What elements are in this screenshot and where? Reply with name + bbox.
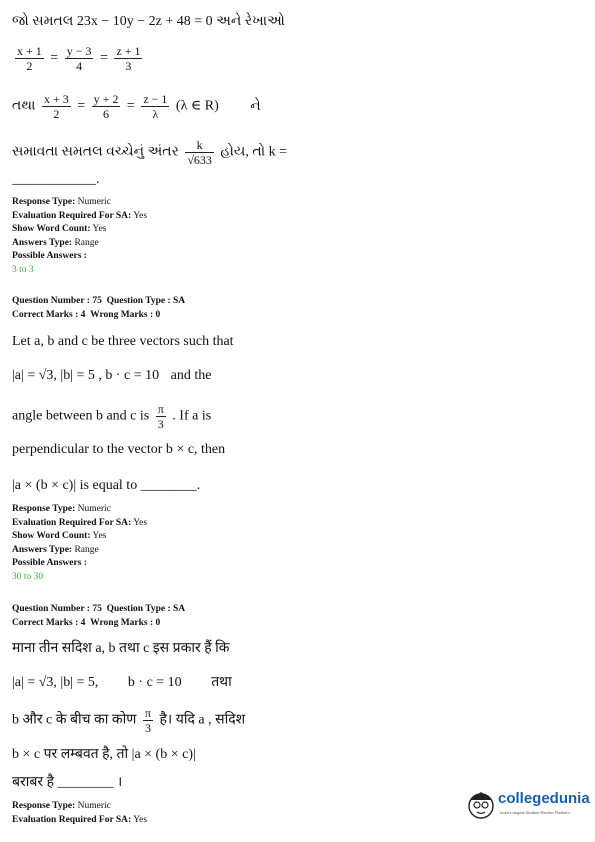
answers-type-value: Range [74,237,99,248]
question-number-label: Question Number : [12,604,90,614]
q2-line-5-blank: ________. [140,478,201,493]
line1-equation: $\frac{x + 1}{2}$ = $\frac{y - 3}{4}$ = $\frac{z + 1}{3}$ [17,44,141,73]
q3-line-2b: b · c = 10 [127,675,182,690]
frac-den: 6 [103,107,110,121]
q2-line-5b: is equal to [79,478,138,493]
correct-marks: 4 [80,617,86,628]
correct-marks: 4 [80,309,86,320]
answers-type-value: Range [74,544,99,555]
frac-num: z − 1 [143,92,168,106]
response-type-value: Numeric [77,197,111,207]
correct-marks-label: Correct Marks : [12,617,79,628]
frac-num: y − 3 [66,44,92,58]
meta-block-2 [12,503,147,584]
question-number: 75 [92,604,102,614]
logo-name: collegedunia [498,790,590,807]
response-type-value: Numeric [77,504,111,514]
frac-num: x + 1 [17,44,42,58]
possible-answers-label: Possible Answers : [12,251,87,261]
intro-suffix: અને રેખાઓ [216,14,285,29]
correct-marks-label: Correct Marks : [12,309,79,320]
word-count-label: Show Word Count: [12,531,91,541]
mascot-icon [466,788,496,822]
question-number: 75 [92,296,102,306]
frac-den: 3 [144,721,151,735]
possible-answers-label: Possible Answers : [12,558,87,568]
response-type-label: Response Type: [12,504,76,514]
evaluation-value: Yes [133,517,148,528]
frac-num: x + 3 [43,92,69,106]
answer-blank: ____________. [12,172,100,187]
frac-den: 4 [76,59,83,73]
q3-line-2c: तथा [211,675,232,690]
question-number-label: Question Number : [12,296,90,306]
answers-type-label: Answers Type: [12,237,73,248]
q2-line-3b: . If a is [172,408,212,424]
frac-den: 2 [26,59,33,73]
question-type: SA [173,296,186,306]
evaluation-label: Evaluation Required For SA: [12,814,132,825]
ne-word: ને [250,98,261,114]
q3-line-2a: |a| = √3, |b| = 5, [12,675,99,690]
question-type-label: Question Type : [106,296,171,306]
wrong-marks: 0 [155,309,161,320]
q3-line-1: माना तीन सदिश a, b तथा c इस प्रकार हैं कि [12,641,230,656]
distance-prefix: સમાવતા સમતલ વચ્ચેનું અંતર [12,144,179,160]
question-header-2 [12,295,185,322]
and-word: તથા [12,98,36,114]
q2-line-3a: angle between b and c is [12,408,150,424]
q3-line-5 [12,772,122,791]
q2-line-2a: |a| = √3, |b| = 5 , b · c = 10 [12,368,160,383]
distance-line [12,138,287,167]
q2-line-5a: |a × (b × c)| [12,478,77,493]
frac-den: 3 [125,59,132,73]
q3-line-3b: है। यदि a , सदिश [159,712,246,728]
q2-line-2 [12,368,212,384]
frac-num: y + 2 [93,92,119,106]
q3-line-3 [12,706,245,735]
meta-block-3 [12,800,147,827]
question-type-label: Question Type : [106,604,171,614]
lambda-condition: (λ ∈ R) [175,98,219,114]
question-header-3 [12,603,185,630]
q2-line-4: perpendicular to the vector b × c, then [12,442,226,457]
frac-num: π [144,706,151,720]
wrong-marks: 0 [155,617,161,628]
word-count-label: Show Word Count: [12,224,91,234]
response-type-label: Response Type: [12,197,76,207]
q3-line-4b: |a × (b × c)| [131,747,196,762]
line2-equation: તથા $\frac{x + 3}{2}$ = $\frac{y + 2}{6}$ = $\frac{z - 1}{\lambda}$ (λ ∈ R) ને [12,92,261,121]
frac-num: z + 1 [116,44,141,58]
q3-line-2 [12,672,232,691]
possible-answers-value: 3 to 3 [12,264,34,275]
q2-line-3 [12,402,211,431]
q2-line-5 [12,478,200,494]
evaluation-label: Evaluation Required For SA: [12,517,132,528]
evaluation-value: Yes [133,210,148,221]
distance-suffix: હોય, તો k = [220,144,288,160]
meta-block-1 [12,196,147,277]
q3-line-5: बराबर है [12,775,54,790]
q3-line-4a: b × c पर लम्बवत है, तो [12,747,129,762]
q3-line-3a: b और c के बीच का कोण [12,712,137,728]
wrong-marks-label: Wrong Marks : [90,309,154,320]
frac-den: 2 [53,107,60,121]
frac-den: √633 [187,153,212,167]
question-type: SA [173,604,186,614]
q3-line-5-blank: ________ । [57,775,123,790]
q3-line-4 [12,744,196,763]
logo-tagline: India's largest Student Review Platform [500,810,570,815]
plane-equation: 23x − 10y − 2z + 48 = 0 [76,14,213,29]
q2-line-2b: and the [170,368,212,383]
word-count-value: Yes [92,531,107,541]
frac-num: k [185,138,214,153]
wrong-marks-label: Wrong Marks : [90,617,154,628]
response-type-value: Numeric [77,801,111,811]
frac-den: λ [152,107,159,121]
word-count-value: Yes [92,224,107,234]
possible-answers-value: 30 to 30 [12,571,44,582]
intro-prefix: જો સમતલ [12,14,74,29]
q2-line-1: Let a, b and c be three vectors such that [12,334,234,349]
answers-type-label: Answers Type: [12,544,73,555]
frac-den: 3 [157,417,164,431]
frac-num: π [157,402,164,416]
evaluation-value: Yes [133,814,148,825]
collegedunia-logo [466,786,594,828]
response-type-label: Response Type: [12,801,76,811]
evaluation-label: Evaluation Required For SA: [12,210,132,221]
